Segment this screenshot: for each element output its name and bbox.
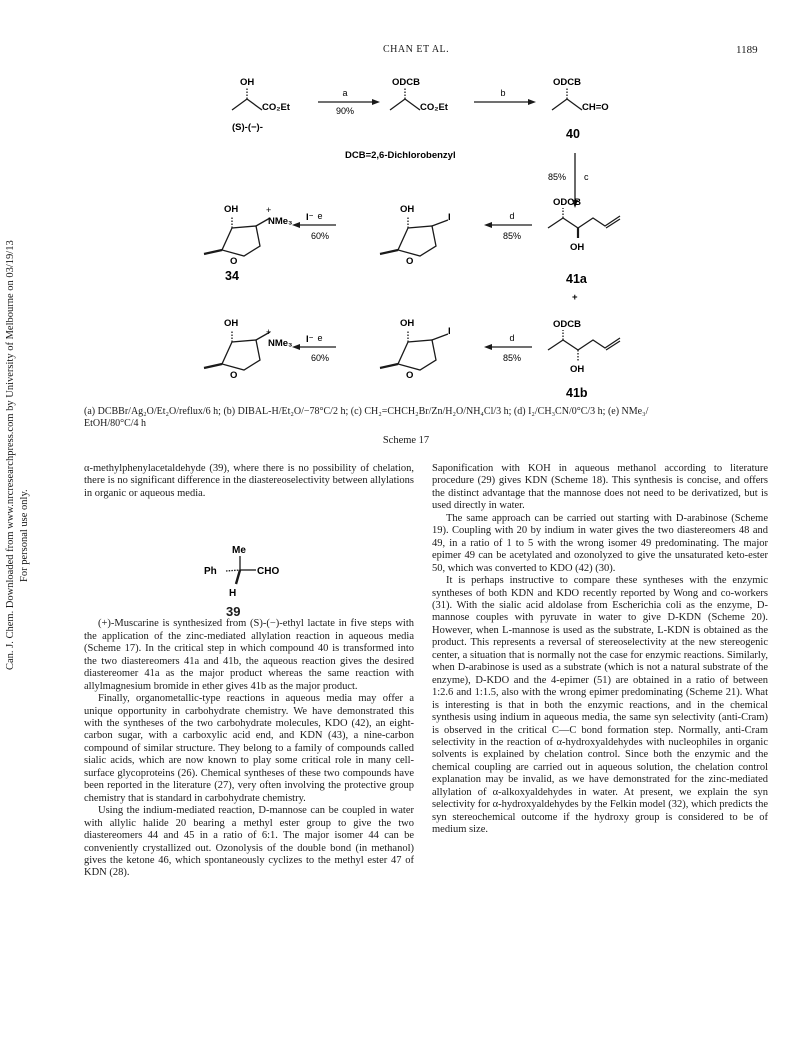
row3-left-o: O (230, 370, 238, 381)
thf-iodide-ring-row3 (398, 340, 436, 370)
aldehyde-odcb: ODCB (553, 77, 581, 88)
row3-odcb: ODCB (553, 319, 581, 330)
lactate-config: (S)-(−)- (232, 122, 263, 133)
row2-nme3: NMe₃ (268, 216, 293, 227)
row2-iodide: I⁻ (306, 212, 314, 223)
row2-mid-o: O (406, 256, 414, 267)
row3-mid-i: I (448, 326, 451, 337)
c39-me: Me (232, 545, 246, 556)
running-title: CHAN ET AL. (383, 44, 450, 55)
scheme-caption-line2: EtOH/80°C/4 h (84, 418, 147, 429)
c39-h: H (229, 588, 237, 599)
lactate-backbone (232, 99, 262, 110)
row2-left-oh: OH (224, 204, 239, 215)
thf-iodide-ring-row2 (398, 226, 436, 256)
compound-34-label: 34 (225, 269, 239, 283)
ester-co2et: CO₂Et (420, 102, 448, 113)
c39-h-bond (236, 570, 240, 584)
arrow-c-yield: 85% (548, 172, 567, 182)
row3-arrow-e-label: e (317, 333, 323, 343)
download-notice-line1: Can. J. Chem. Downloaded from www.nrcresearchpress.com by University of Melbourne on 03/19/13 (5, 240, 16, 670)
left-paragraph-1: α-methylphenylacetaldehyde (39), where there is no possibility of chelation, there is no significant difference in the diastereoselectivity between allylations in organic or aqueous media. (84, 463, 414, 499)
compound-39-label: 39 (226, 604, 241, 619)
scheme-caption (84, 406, 774, 430)
c39-ph-bond (226, 570, 240, 571)
row2-arrow-d-label: d (509, 211, 515, 221)
row2-mid-i: I (448, 212, 451, 223)
right-paragraph-3: It is perhaps instructive to compare these syntheses with the enzymic syntheses of both KDN and KDO recently reported by Wong and co-workers (31). With the sialic acid aldolase from Escherichia coli as the enzyme, D-mannose couples with pyruvate in water to give D-KDN (Scheme 20). However, when L-mannose is used as the substrate, L-KDN is obtained as the product. This represents a reversal of stereoselectivity at the new stereogenic center, a situation that is normally not the case for enzymic reactions. Similarly, when D-arabinose is used as a substrate (which is not a natural substrate of the enzyme), D-KDO and the 4-epimer (51) are obtained in a ratio of between 1:2.6 and 1:1.5, also with the wrong epimer predominating (Scheme 21). What is interesting is that in both the enzymic reactions, and in the chemical synthesis using indium in aqueous media, the same syn selectivity (anti-Cram) is observed in the critical C—C bond formation step. Normally, anti-Cram selectivity in the reaction of α-hydroxyaldehydes with nucleophiles in organic solvents is explained by chelation control. Since both the enzymic and the chemical coupling are carried out in aqueous solution, the chelation control explanation may be invalid, as we have demonstrated for the zinc-mediated allylation of α-alkoxyaldehydes in water. At present, we explain the syn selectivity for α-hydroxyaldehydes by the Felkin model (32), which predicts the syn stereochemical outcome if the hydroxy group is considered to be of medium size. (432, 575, 768, 836)
row3-arrow-e-yield: 60% (310, 353, 330, 363)
aldehyde-cho: CH=O (582, 102, 609, 113)
left-paragraph-4: Using the indium-mediated reaction, D-mannose can be coupled in water with allylic halide 20 bearing a methyl ester group to give the two diastereomers 44 and 45 in a ratio of 6:1. The major isomer 44 can be conveniently crystallized out. Ozonolysis of the double bond (in methanol) gives the ketone 46, which spontaneously cyclizes to the methyl ester 47 of KDN (28). (84, 805, 414, 879)
left-paragraph-2: (+)-Muscarine is synthesized from (S)-(−)-ethyl lactate in five steps with the application of the zinc-mediated allylation reaction in aqueous media (Scheme 17). In the critical step in which compound 40 is transformed into the two diastereomers 41a and 41b, the aqueous reaction gives the desired diastereomer 41a as the major product whereas the same reaction with allylmagnesium bromide in ether gives 41b as the major product. (84, 618, 414, 692)
row3-arrow-d-yield: 85% (502, 353, 522, 363)
download-notice-line2: For personal use only. (19, 489, 30, 582)
row2-odcb: ODCB (553, 197, 581, 208)
row2-right-oh: OH (570, 242, 585, 253)
left-paragraph-3: Finally, organometallic-type reactions in aqueous media may offer a unique opportunity in carbohydrate chemistry. We have demonstrated this with the syntheses of the two carbohydrate molecules, KDO (42), an eight-carbon sugar, with a carboxylic acid end, and KDN (43), a nine-carbon compound of similar structure. They belong to a family of compounds called sialic acids, which are now known to play some critical role in many cell-surface glycoproteins (26). Chemical syntheses of these two compounds have been reported in the literature (27), very often involving the protective group chemistry that is standard in carbohydrate chemistry. (84, 693, 414, 804)
c39-ph: Ph (204, 566, 217, 577)
page-number: 1189 (736, 44, 758, 56)
right-paragraph-1: Saponification with KOH in aqueous methanol according to literature procedure (29) gives KDN (Scheme 18). This synthesis is concise, and offers the distinct advantage that the mannose does not need to be derivatized, but is used directly in water. (432, 463, 768, 512)
scheme-label: Scheme 17 (382, 435, 430, 446)
dcb-note: DCB=2,6-Dichlorobenzyl (345, 150, 456, 161)
lactate-ester: CO₂Et (262, 102, 290, 113)
compound-41a-label: 41a (566, 272, 587, 286)
arrow-b-label: b (500, 88, 506, 98)
right-column (432, 463, 768, 837)
right-paragraph-2: The same approach can be carried out starting with D-arabinose (Scheme 19). Coupling with 20 by indium in water gives the two diastereomers 48 and 49, in a ratio of 1 to 5 with the wrong isomer 49 predominating. The major epimer 49 can be acetylated and ozonolyzed to give the unsaturated keto-ester 50, which was converted to KDO (42) (30). (432, 512, 768, 574)
row3-mid-oh: OH (400, 318, 415, 329)
compound-40-label: 40 (566, 127, 580, 141)
row2-mid-oh: OH (400, 204, 415, 215)
row3-mid-o: O (406, 370, 414, 381)
row3-right-oh: OH (570, 364, 585, 375)
plus-sign: + (572, 292, 578, 303)
protected-ester-backbone (390, 99, 420, 110)
compound-41b-label: 41b (566, 386, 588, 400)
row2-left-o: O (230, 256, 238, 267)
muscarine-ring-row3 (222, 340, 260, 370)
muscarine-ring-row2 (222, 226, 260, 256)
ester-odcb: ODCB (392, 77, 420, 88)
aldehyde-40-backbone (552, 99, 582, 110)
scheme-17 (0, 0, 812, 460)
row2-arrow-d-yield: 85% (502, 231, 522, 241)
row2-arrow-e-label: e (317, 211, 323, 221)
arrow-a-label: a (342, 88, 348, 98)
row3-arrow-d-label: d (509, 333, 515, 343)
svg-text:+: + (266, 205, 272, 215)
row3-iodide: I⁻ (306, 334, 314, 345)
row3-nme3: NMe₃ (268, 338, 293, 349)
c39-cho: CHO (257, 566, 280, 577)
arrow-a-yield: 90% (335, 106, 355, 116)
row3-left-oh: OH (224, 318, 239, 329)
left-column (84, 463, 414, 880)
svg-text:+: + (266, 327, 272, 337)
row2-arrow-e-yield: 60% (310, 231, 330, 241)
arrow-c-label: c (584, 172, 589, 182)
lactate-oh: OH (240, 77, 255, 88)
scheme-caption-line1: (a) DCBBr/Ag₂O/Et₂O/reflux/6 h; (b) DIBAL-H/Et₂O/−78°C/2 h; (c) CH₂=CHCH₂Br/Zn/H₂O/NH₄Cl/3 h; (d) I₂/CH₃CN/0°C/3 h; (e) NMe₃/ (84, 406, 649, 417)
compound-39-structure (200, 540, 290, 615)
